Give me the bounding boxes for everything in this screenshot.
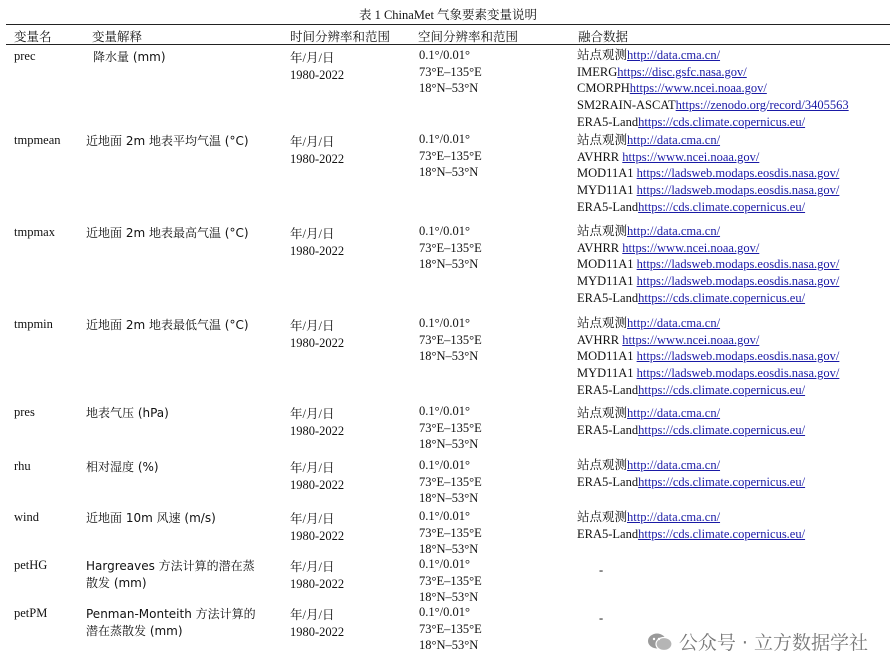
spatial-resolution-line: 18°N–53°N: [419, 257, 479, 271]
table-caption: 表 1 ChinaMet 气象要素变量说明: [358, 8, 538, 22]
variable-name-line: rhu: [14, 459, 31, 473]
source-link[interactable]: https://zenodo.org/record/3405563: [675, 98, 849, 113]
spatial-resolution-line: 73°E–135°E: [419, 525, 482, 540]
source-link[interactable]: https://cds.climate.copernicus.eu/: [638, 199, 806, 214]
time-resolution-line: 1980-2022: [290, 528, 345, 543]
variable-description-line: 近地面 2m 地表最低气温 (°C): [86, 318, 249, 332]
spatial-resolution-line: 73°E–135°E: [419, 573, 482, 588]
variable-name: [14, 132, 61, 149]
source-link[interactable]: https://ladsweb.modaps.eosdis.nasa.gov/: [636, 274, 840, 289]
source-label: 站点观测: [577, 458, 628, 472]
source-list: [577, 405, 805, 438]
time-resolution-line: 年/月/日: [290, 135, 335, 149]
source-item: [577, 332, 839, 349]
source-item: [577, 474, 805, 491]
spatial-resolution-line: 73°E–135°E: [419, 148, 482, 163]
variable-description-line: 降水量 (mm): [93, 50, 166, 64]
source-item: [577, 199, 839, 216]
source-item: [577, 457, 805, 474]
time-resolution-line: 年/月/日: [290, 227, 335, 241]
spatial-resolution-line: 0.1°/0.01°: [419, 404, 470, 418]
time-resolution-line: 1980-2022: [290, 243, 345, 258]
source-item: [577, 365, 839, 382]
time-resolution-line: 1980-2022: [290, 576, 345, 591]
source-label: MYD11A1: [577, 274, 637, 289]
variable-name-line: petHG: [14, 558, 48, 572]
spatial-resolution-line: 18°N–53°N: [419, 542, 479, 556]
spatial-resolution-line: 73°E–135°E: [419, 64, 482, 79]
variable-description-line: 相对湿度 (%): [86, 460, 159, 474]
variable-description-line: 潜在蒸散发 (mm): [86, 623, 183, 638]
time-resolution-line: 1980-2022: [290, 423, 345, 438]
variable-name: [14, 224, 55, 241]
source-link[interactable]: https://www.ncei.noaa.gov/: [622, 332, 760, 347]
time-resolution-line: 年/月/日: [290, 461, 335, 475]
spatial-resolution-line: 0.1°/0.01°: [419, 132, 470, 146]
source-link[interactable]: http://data.cma.cn/: [627, 224, 721, 238]
source-label: 站点观测: [577, 510, 628, 524]
variable-description-line: 近地面 2m 地表平均气温 (°C): [86, 134, 249, 148]
source-list: [577, 509, 805, 542]
time-resolution-line: 年/月/日: [290, 560, 335, 574]
variable-name-line: tmpmean: [14, 133, 61, 147]
time-resolution: [290, 406, 344, 439]
source-item: [577, 149, 839, 166]
source-link[interactable]: https://disc.gsfc.nasa.gov/: [617, 64, 747, 79]
source-item: [577, 240, 839, 257]
source-item: [577, 422, 805, 439]
time-resolution: [290, 318, 344, 351]
watermark: [647, 628, 868, 655]
source-list: [577, 610, 603, 627]
source-link[interactable]: http://data.cma.cn/: [627, 458, 721, 472]
source-item: [577, 132, 839, 149]
variable-name-line: prec: [14, 49, 36, 63]
watermark-text: 公众号 · 立方数据学社: [678, 632, 868, 654]
variable-description: [86, 459, 159, 476]
source-label: MOD11A1: [577, 257, 637, 272]
source-link[interactable]: http://data.cma.cn/: [627, 316, 721, 330]
source-item: [577, 405, 805, 422]
spatial-resolution-line: 0.1°/0.01°: [419, 48, 470, 62]
source-label: CMORPH: [577, 81, 630, 96]
source-list: [577, 132, 839, 215]
variable-name: [14, 509, 39, 526]
source-list: [577, 315, 839, 398]
time-resolution-line: 1980-2022: [290, 477, 345, 492]
source-link[interactable]: http://data.cma.cn/: [627, 48, 721, 62]
source-label: 站点观测: [577, 133, 628, 147]
spatial-resolution-line: 18°N–53°N: [419, 638, 479, 652]
source-item: [577, 114, 849, 131]
source-item: [577, 47, 849, 64]
source-link[interactable]: https://cds.climate.copernicus.eu/: [638, 474, 806, 489]
header-time: 时间分辨率和范围: [290, 29, 391, 44]
spatial-resolution-line: 0.1°/0.01°: [419, 509, 470, 523]
variable-description-line: 近地面 2m 地表最高气温 (°C): [86, 226, 249, 240]
time-resolution-line: 年/月/日: [290, 407, 335, 421]
time-resolution-line: 年/月/日: [290, 319, 335, 333]
source-link[interactable]: http://data.cma.cn/: [627, 510, 721, 524]
spatial-resolution: [419, 457, 482, 507]
time-resolution-line: 1980-2022: [290, 335, 345, 350]
time-resolution: [290, 511, 344, 544]
source-link[interactable]: https://cds.climate.copernicus.eu/: [638, 290, 806, 305]
variable-description-line: 近地面 10m 风速 (m/s): [86, 511, 216, 525]
source-label: 站点观测: [577, 48, 628, 62]
spatial-resolution: [419, 47, 482, 97]
header-space: 空间分辨率和范围: [418, 29, 519, 44]
spatial-resolution-line: 18°N–53°N: [419, 491, 479, 505]
source-link[interactable]: https://cds.climate.copernicus.eu/: [638, 526, 806, 541]
spatial-resolution: [419, 131, 482, 181]
source-link[interactable]: https://cds.climate.copernicus.eu/: [638, 382, 806, 397]
time-resolution-line: 1980-2022: [290, 67, 345, 82]
source-item: [577, 526, 805, 543]
source-label: IMERG: [577, 64, 618, 79]
spatial-resolution: [419, 403, 482, 453]
spatial-resolution-line: 0.1°/0.01°: [419, 316, 470, 330]
spatial-resolution-line: 18°N–53°N: [419, 165, 479, 179]
spatial-resolution-line: 0.1°/0.01°: [419, 458, 470, 472]
source-item: [577, 273, 839, 290]
source-list: [577, 223, 839, 306]
source-item: [577, 562, 603, 579]
variable-name: [14, 605, 47, 622]
spatial-resolution: [419, 223, 482, 273]
variable-description: [93, 49, 166, 66]
spatial-resolution: [419, 604, 482, 654]
source-item: [577, 509, 805, 526]
source-link[interactable]: https://ladsweb.modaps.eosdis.nasa.gov/: [636, 257, 840, 272]
time-resolution: [290, 559, 344, 592]
spatial-resolution-line: 73°E–135°E: [419, 332, 482, 347]
source-label: ERA5-Land: [577, 199, 639, 214]
source-label: ERA5-Land: [577, 526, 639, 541]
source-item: [577, 290, 839, 307]
variable-name-line: pres: [14, 405, 35, 419]
source-item: [577, 256, 839, 273]
variable-name-line: tmpmax: [14, 225, 55, 239]
variable-description: [86, 133, 249, 150]
source-link[interactable]: https://ladsweb.modaps.eosdis.nasa.gov/: [636, 366, 840, 381]
header-variable: 变量名: [14, 29, 52, 44]
variable-name-line: tmpmin: [14, 317, 53, 331]
top-rule: [6, 24, 890, 25]
source-item: [577, 315, 839, 332]
spatial-resolution-line: 18°N–53°N: [419, 590, 479, 604]
source-item: [577, 382, 839, 399]
time-resolution-line: 年/月/日: [290, 608, 335, 622]
spatial-resolution-line: 18°N–53°N: [419, 437, 479, 451]
variable-name: [14, 48, 36, 65]
source-label: ERA5-Land: [577, 114, 639, 129]
source-link[interactable]: https://ladsweb.modaps.eosdis.nasa.gov/: [636, 166, 840, 181]
wechat-icon: [647, 632, 673, 652]
spatial-resolution-line: 0.1°/0.01°: [419, 605, 470, 619]
time-resolution-line: 1980-2022: [290, 624, 345, 639]
source-label: MOD11A1: [577, 166, 637, 181]
source-label: AVHRR: [577, 149, 623, 164]
source-item: [577, 165, 839, 182]
source-link[interactable]: https://ladsweb.modaps.eosdis.nasa.gov/: [636, 183, 840, 198]
source-label: 站点观测: [577, 224, 628, 238]
source-item: [577, 348, 839, 365]
time-resolution-line: 1980-2022: [290, 151, 345, 166]
source-link[interactable]: http://data.cma.cn/: [627, 133, 721, 147]
source-label: SM2RAIN-ASCAT: [577, 98, 676, 113]
source-item: [577, 64, 849, 81]
variable-name: [14, 404, 35, 421]
spatial-resolution-line: 0.1°/0.01°: [419, 557, 470, 571]
source-label: -: [599, 611, 604, 625]
source-label: ERA5-Land: [577, 474, 639, 489]
variable-name: [14, 316, 53, 333]
variable-description: [86, 405, 169, 422]
variable-description: [86, 225, 249, 242]
source-label: ERA5-Land: [577, 290, 639, 305]
source-link[interactable]: https://cds.climate.copernicus.eu/: [638, 114, 806, 129]
variable-description: [86, 606, 256, 639]
source-link[interactable]: https://ladsweb.modaps.eosdis.nasa.gov/: [636, 349, 840, 364]
source-label: AVHRR: [577, 240, 623, 255]
source-label: ERA5-Land: [577, 422, 639, 437]
variable-name-line: wind: [14, 510, 39, 524]
header-description: 变量解释: [92, 29, 143, 44]
variable-description-line: 散发 (mm): [86, 575, 147, 590]
source-link[interactable]: https://www.ncei.noaa.gov/: [622, 240, 760, 255]
variable-name: [14, 458, 31, 475]
source-label: ERA5-Land: [577, 382, 639, 397]
spatial-resolution-line: 73°E–135°E: [419, 240, 482, 255]
source-list: [577, 47, 849, 130]
header-sources: 融合数据: [578, 29, 629, 44]
source-label: AVHRR: [577, 332, 623, 347]
source-link[interactable]: https://www.ncei.noaa.gov/: [622, 149, 760, 164]
time-resolution: [290, 460, 344, 493]
spatial-resolution-line: 73°E–135°E: [419, 420, 482, 435]
variable-description: [86, 510, 216, 527]
variable-description-line: Penman-Monteith 方法计算的: [86, 607, 256, 621]
source-label: MOD11A1: [577, 349, 637, 364]
spatial-resolution-line: 18°N–53°N: [419, 349, 479, 363]
source-link[interactable]: http://data.cma.cn/: [627, 406, 721, 420]
time-resolution: [290, 226, 344, 259]
variable-name: [14, 557, 47, 574]
variable-name-line: petPM: [14, 606, 48, 620]
spatial-resolution-line: 73°E–135°E: [419, 621, 482, 636]
source-label: MYD11A1: [577, 366, 637, 381]
source-item: [577, 80, 849, 97]
time-resolution: [290, 134, 344, 167]
source-item: [577, 610, 603, 627]
source-item: [577, 223, 839, 240]
source-link[interactable]: https://cds.climate.copernicus.eu/: [638, 422, 806, 437]
variable-description: [86, 317, 249, 334]
source-label: MYD11A1: [577, 183, 637, 198]
variable-description: [86, 558, 255, 591]
spatial-resolution-line: 73°E–135°E: [419, 474, 482, 489]
spatial-resolution-line: 0.1°/0.01°: [419, 224, 470, 238]
source-list: [577, 457, 805, 490]
spatial-resolution: [419, 508, 482, 558]
source-label: -: [599, 563, 604, 577]
time-resolution-line: 年/月/日: [290, 512, 335, 526]
source-item: [577, 97, 849, 114]
variable-description-line: 地表气压 (hPa): [86, 406, 169, 420]
time-resolution: [290, 50, 344, 83]
time-resolution-line: 年/月/日: [290, 51, 335, 65]
spatial-resolution: [419, 556, 482, 606]
time-resolution: [290, 607, 344, 640]
source-label: 站点观测: [577, 316, 628, 330]
source-label: 站点观测: [577, 406, 628, 420]
source-list: [577, 562, 603, 579]
spatial-resolution: [419, 315, 482, 365]
source-link[interactable]: https://www.ncei.noaa.gov/: [629, 81, 767, 96]
source-item: [577, 182, 839, 199]
spatial-resolution-line: 18°N–53°N: [419, 81, 479, 95]
variable-description-line: Hargreaves 方法计算的潜在蒸: [86, 559, 255, 573]
